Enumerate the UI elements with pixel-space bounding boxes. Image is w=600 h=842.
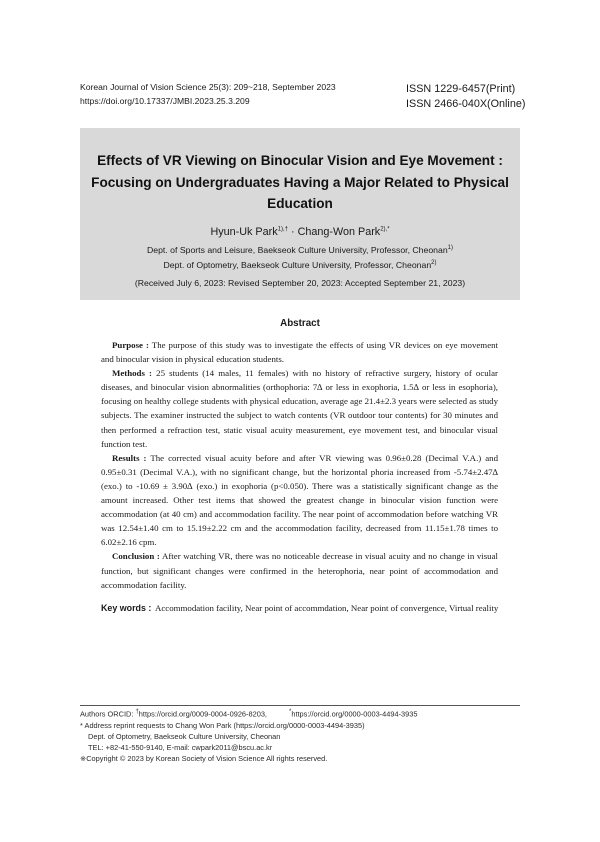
abstract-methods — [101, 366, 498, 451]
orcid-link[interactable]: https://orcid.org/0009-0004-0926-8203, — [138, 709, 267, 719]
author-name: Chang-Won Park — [297, 226, 381, 238]
orcid-mark: * — [289, 709, 292, 715]
orcid-line — [80, 707, 520, 720]
section-text: The purpose of this study was to investigate the effects of using VR devices on eye movement and binocular vision in physical education students. — [101, 340, 498, 365]
section-label: Methods : — [112, 368, 153, 379]
author-superscript: 1),† — [277, 226, 288, 233]
received-dates: (Received July 6, 2023: Revised September 20, 2023: Accepted September 21, 2023) — [134, 278, 466, 288]
author-separator: · — [287, 226, 298, 238]
affiliation-text: Dept. of Optometry, Baekseok Culture University, Professor, Cheonan — [163, 260, 432, 270]
abstract-results — [101, 451, 498, 550]
author-list — [80, 226, 520, 238]
section-text: The corrected visual acuity before and after VR viewing was 0.96±0.28 (Decimal V.A.) and 0.95±0.31 (Decimal V.A.), with no significant change, but the horizontal phoria increased from -5.74±2.47∆ (exo.) to -10.69 ± 3.90∆ (exo.) in exophoria (p<0.050). There was a statistically significant change as the amount increased. Other test items that showed the greatest change in binocular vision function were accommodation (at 40 cm) and accommodation facility. The near point of accommodation before watching VR was 12.54±1.40 cm to 15.19±2.22 cm and the accommodation facility, decreased from 11.15±1.78 times to 6.02±2.16 cpm. — [101, 452, 499, 548]
contact-info: TEL: +82-41-550-9140, E-mail: cwpark2011@bscu.ac.kr — [88, 742, 273, 752]
paper-title — [80, 150, 520, 215]
affiliation-text: Dept. of Sports and Leisure, Baekseok Culture University, Professor, Cheonan — [146, 245, 448, 255]
section-label: Results : — [112, 452, 147, 463]
journal-citation: Korean Journal of Vision Science 25(3): 209~218, September 2023 — [80, 82, 336, 92]
affiliation — [80, 245, 520, 255]
section-text: 25 students (14 males, 11 females) with no history of refractive surgery, history of ocular diseases, and binocular vision abnormalities (orthophoria: 7∆ or less in exophoria, 1.5∆ or less in esophoria), focusing on healthy college students with physical education, average age 21.4±2.3 years were selected as study subjects. The examiner instructed the subject to watch contents (VR outdoor tour contents) for 30 minutes and then performed a refraction test, static visual acuity measurement, eye movement test, and binocular visual function test. — [101, 368, 499, 449]
abstract-body — [101, 338, 498, 592]
footnotes — [80, 705, 520, 764]
abstract-conclusion — [101, 549, 498, 591]
issn-block — [406, 82, 525, 112]
doi-link[interactable]: https://doi.org/10.17337/JMBI.2023.25.3.209 — [80, 96, 250, 106]
affiliation-superscript: 2) — [431, 260, 437, 267]
abstract-purpose — [101, 338, 498, 366]
corresponding-dept: Dept. of Optometry, Baekseok Culture University, Cheonan — [88, 731, 281, 741]
abstract-heading: Abstract — [280, 318, 320, 329]
author-superscript: 2),* — [380, 226, 390, 233]
reprint-note: * Address reprint requests to Chang Won Park (https://orcid.org/0000-0003-4494-3935) — [80, 720, 365, 730]
title-line: Effects of VR Viewing on Binocular Vision and Eye Movement : — [97, 153, 503, 168]
section-label: Conclusion : — [112, 551, 160, 562]
issn-online: ISSN 2466-040X(Online) — [406, 98, 526, 110]
orcid-link[interactable]: https://orcid.org/0000-0003-4494-3935 — [291, 709, 418, 719]
author-name: Hyun-Uk Park — [210, 226, 278, 238]
copyright-notice: ※Copyright © 2023 by Korean Society of Vision Science All rights reserved. — [80, 753, 328, 763]
affiliation-superscript: 1) — [447, 245, 454, 252]
title-line: Focusing on Undergraduates Having a Major Related to Physical — [91, 174, 509, 190]
title-line: Education — [267, 196, 333, 211]
section-label: Purpose : — [112, 340, 149, 350]
journal-citation-block — [80, 80, 336, 108]
keywords-text: Accommodation facility, Near point of accommdation, Near point of convergence, Virtual reality — [155, 603, 499, 613]
title-box — [80, 128, 520, 300]
issn-print: ISSN 1229-6457(Print) — [406, 83, 516, 95]
keywords-label: Key words : — [101, 603, 152, 613]
orcid-label: Authors ORCID: — [80, 709, 136, 719]
orcid-mark: † — [135, 709, 139, 715]
affiliation — [80, 260, 520, 270]
section-text: After watching VR, there was no noticeable decrease in visual acuity and no change in visual function, but significant changes were confirmed in the heterophoria, near point of accommodation and accommodation facility. — [101, 551, 498, 590]
